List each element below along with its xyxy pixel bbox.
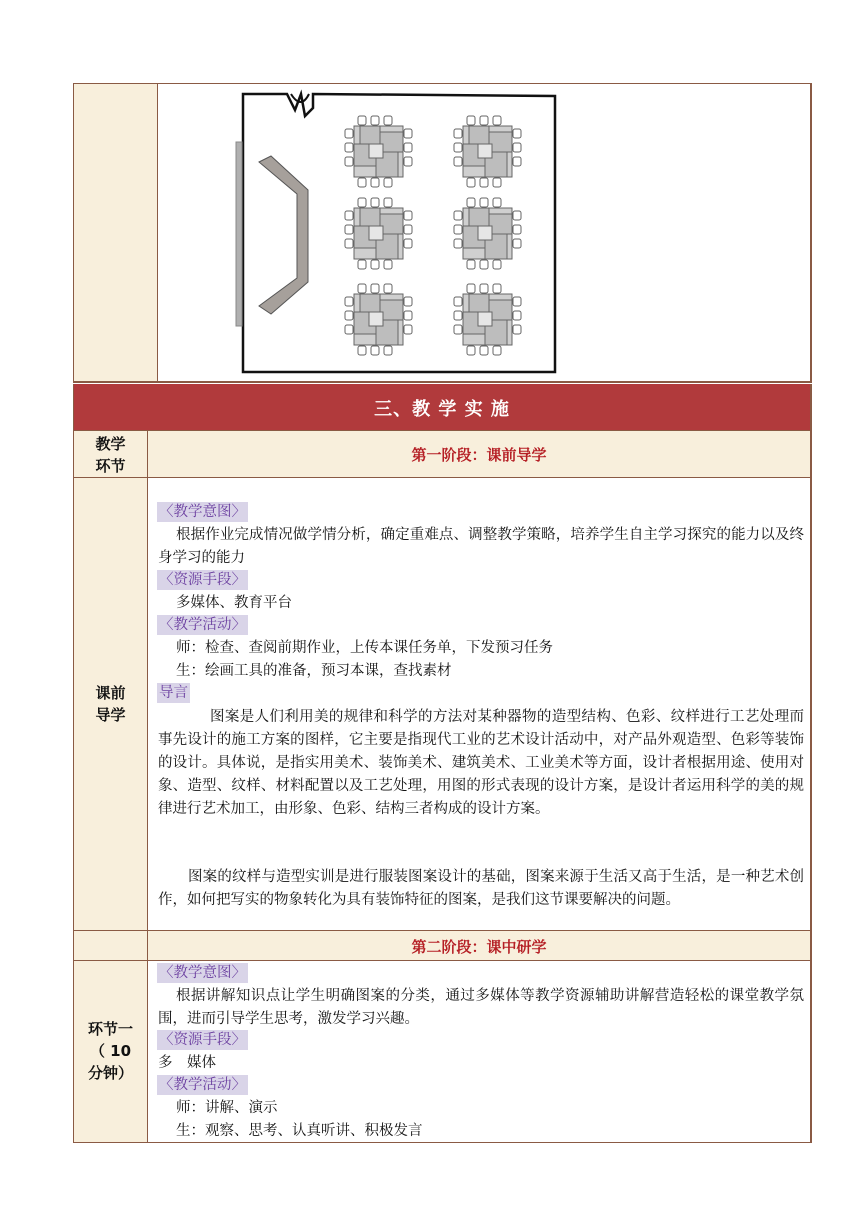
layout-label-cell: [74, 84, 158, 381]
resource-text: 多媒体、教育平台: [176, 595, 292, 611]
activity-tag: 〈教学活动〉: [159, 617, 246, 633]
stage2-title: 第二阶段：课中研学: [411, 938, 547, 956]
intent-tag: 〈教学意图〉: [159, 504, 246, 520]
header-label: 教学 环节: [95, 435, 126, 475]
segment1-label: 环节一 （ 10 分钟）: [87, 1020, 133, 1082]
pre-class-label: 课前 导学: [95, 684, 126, 724]
classroom-seating-diagram: [225, 86, 565, 378]
section-title: 三、教 学 实 施: [374, 399, 510, 420]
stage1-title: 第一阶段：课前导学: [411, 446, 547, 464]
activity-student: 生：绘画工具的准备，预习本课，查找素材: [176, 663, 452, 679]
segment1-activity-teacher: 师：讲解、演示: [176, 1100, 278, 1116]
segment1-resource-tag: 〈资源手段〉: [159, 1032, 246, 1048]
segment1-activity-tag: 〈教学活动〉: [159, 1077, 246, 1093]
section-title-bar: [73, 384, 812, 430]
intro-paragraph-1: 图案是人们利用美的规律和科学的方法对某种器物的造型结构、色彩、纹样进行工艺处理而事先设计的施工方案的图样，它主要是指现代工业的艺术设计活动中，对产品外观造型、色彩等装饰的设计。具体说，是指实用美术、装饰美术、建筑美术、工业美术等方面，设计者根据用途、使用对象、造型、纹样、材料配置以及工艺处理，用图的形式表现的设计方案，是设计者运用科学的美的规律进行艺术加工，由形象、色彩、结构三者构成的设计方案。: [158, 709, 804, 817]
resource-tag: 〈资源手段〉: [159, 572, 246, 588]
segment1-resource-text: 多 媒体: [158, 1055, 216, 1071]
activity-teacher: 师：检查、查阅前期作业，上传本课任务单，下发预习任务: [176, 640, 553, 656]
segment1-activity-student: 生：观察、思考、认真听讲、积极发言: [176, 1123, 423, 1139]
segment1-intent-text: 根据讲解知识点让学生明确图案的分类，通过多媒体等教学资源辅助讲解营造轻松的课堂教学氛围，进而引导学生思考，激发学习兴趣。: [158, 988, 804, 1027]
intro-tag: 导言: [159, 685, 188, 701]
intent-text: 根据作业完成情况做学情分析，确定重难点、调整教学策略，培养学生自主学习探究的能力以及终身学习的能力: [158, 527, 804, 566]
intro-paragraph-2: 图案的纹样与造型实训是进行服装图案设计的基础，图案来源于生活又高于生活，是一种艺术创作，如何把写实的物象转化为具有装饰特征的图案，是我们这节课要解决的问题。: [158, 869, 804, 908]
segment1-intent-tag: 〈教学意图〉: [159, 965, 246, 981]
